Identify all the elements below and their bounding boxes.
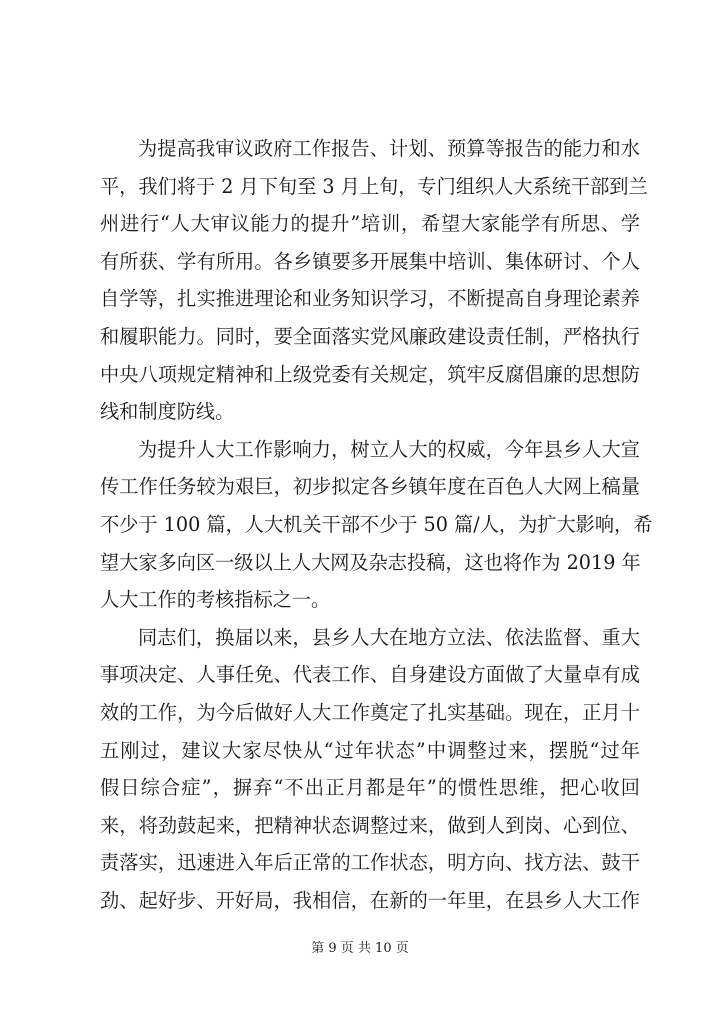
paragraph-1-line-7: 中央八项规定精神和上级党委有关规定，筑牢反腐倡廉的思想防 xyxy=(100,362,640,386)
paragraph-3-line-2: 事项决定、人事任免、代表工作、自身建设方面做了大量卓有成 xyxy=(100,663,640,687)
paragraph-1-line-5: 自学等，扎实推进理论和业务知识学习，不断提高自身理论素养 xyxy=(100,287,640,311)
document-body xyxy=(100,130,653,919)
paragraph-1-line-3: 州进行“人大审议能力的提升”培训，希望大家能学有所思、学 xyxy=(100,212,640,236)
paragraph-3-line-8: 劲、起好步、开好局，我相信，在新的一年里，在县乡人大工作 xyxy=(100,888,640,912)
paragraph-2-line-2: 传工作任务较为艰巨，初步拟定各乡镇年度在百色人大网上稿量 xyxy=(100,475,640,499)
paragraph-2-line-5: 人大工作的考核指标之一。 xyxy=(100,588,331,612)
paragraph-3-line-5: 假日综合症”，摒弃“不出正月都是年”的惯性思维，把心收回 xyxy=(100,776,640,800)
paragraph-3-line-3: 效的工作，为今后做好人大工作奠定了扎实基础。现在，正月十 xyxy=(100,700,640,724)
paragraph-3-line-4: 五刚过，建议大家尽快从“过年状态”中调整过来，摆脱“过年 xyxy=(100,738,640,762)
paragraph-3-line-1: 同志们，换届以来，县乡人大在地方立法、依法监督、重大 xyxy=(138,625,640,649)
paragraph-3-line-7: 责落实，迅速进入年后正常的工作状态，明方向、找方法、鼓干 xyxy=(100,851,640,875)
paragraph-1-line-4: 有所获、学有所用。各乡镇要多开展集中培训、集体研讨、个人 xyxy=(100,249,640,273)
paragraph-2-line-1: 为提升人大工作影响力，树立人大的权威，今年县乡人大宣 xyxy=(138,437,640,461)
paragraph-1-line-8: 线和制度防线。 xyxy=(100,400,235,424)
paragraph-1-line-6: 和履职能力。同时，要全面落实党风廉政建设责任制，严格执行 xyxy=(100,324,640,348)
paragraph-1-line-1: 为提高我审议政府工作报告、计划、预算等报告的能力和水 xyxy=(138,137,640,160)
paragraph-2-line-3: 不少于 100 篇，人大机关干部不少于 50 篇/人，为扩大影响，希 xyxy=(100,512,653,536)
paragraph-2-line-4: 望大家多向区一级以上人大网及杂志投稿，这也将作为 2019 年 xyxy=(100,550,641,574)
page-number-footer: 第 9 页 共 10 页 xyxy=(311,941,409,956)
paragraph-3-line-6: 来，将劲鼓起来，把精神状态调整过来，做到人到岗、心到位、 xyxy=(100,813,640,837)
paragraph-1-line-2: 平，我们将于 2 月下旬至 3 月上旬，专门组织人大系统干部到兰 xyxy=(100,174,648,198)
